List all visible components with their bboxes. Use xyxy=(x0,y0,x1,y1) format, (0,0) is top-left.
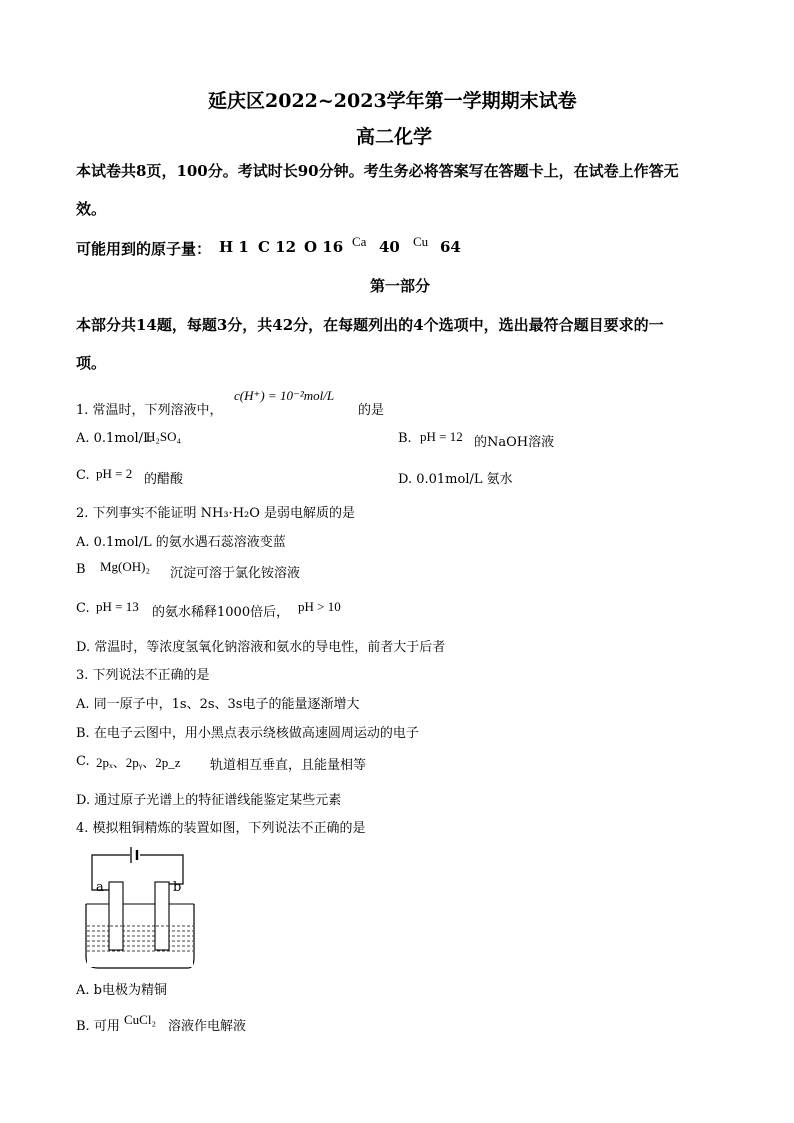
electrode-label-b: b xyxy=(173,880,182,895)
subject-title: 高二化学 xyxy=(356,126,433,148)
atomic-mass-o: O 16 xyxy=(304,238,344,256)
q1-stem-math: c(H⁺) = 10⁻²mol/L xyxy=(234,388,335,403)
atomic-mass-c: C 12 xyxy=(258,238,297,256)
q2-option-c-label: C. xyxy=(76,601,90,616)
q4-option-b-text: 溶液作电解液 xyxy=(168,1019,247,1034)
part-instruction-line2: 项。 xyxy=(76,354,107,372)
intro-text-line2: 效。 xyxy=(76,200,107,218)
q3-option-c-text: 轨道相互垂直，且能量相等 xyxy=(210,758,367,773)
atomic-symbol-cu: Cu xyxy=(413,234,429,249)
q4-option-b-label: B. 可用 xyxy=(76,1019,120,1034)
q1-option-a-label: A. 0.1mol/L xyxy=(76,431,152,446)
q1-option-a-formula: H₂SO₄ xyxy=(146,429,182,444)
atomic-mass-label: 可能用到的原子量： xyxy=(76,240,212,258)
electrolysis-apparatus-figure xyxy=(80,842,195,970)
electrode-label-a: a xyxy=(96,880,104,895)
q1-stem-post: 的是 xyxy=(358,403,385,418)
q3-option-b: B. 在电子云图中，用小黑点表示绕核做高速圆周运动的电子 xyxy=(76,726,419,741)
part-instruction-line1: 本部分共14题，每题3分，共42分，在每题列出的4个选项中，选出最符合题目要求的一 xyxy=(76,316,664,334)
q3-option-c-label: C. xyxy=(76,754,90,769)
q2-option-c-result: pH > 10 xyxy=(298,599,341,614)
q2-option-b-label: B xyxy=(76,562,86,577)
atomic-mass-h: H 1 xyxy=(219,238,249,256)
q4-option-a: A. b电极为精铜 xyxy=(76,983,167,998)
q2-option-d: D. 常温时，等浓度氢氧化钠溶液和氨水的导电性，前者大于后者 xyxy=(76,640,446,655)
q2-stem: 2. 下列事实不能证明 NH₃·H₂O 是弱电解质的是 xyxy=(76,506,356,521)
atomic-symbol-ca: Ca xyxy=(352,234,367,249)
q2-option-b-text: 沉淀可溶于氯化铵溶液 xyxy=(170,566,301,581)
exam-title: 延庆区2022~2023学年第一学期期末试卷 xyxy=(208,90,577,112)
intro-text-line1: 本试卷共8页，100分。考试时长90分钟。考生务必将答案写在答题卡上，在试卷上作答无 xyxy=(76,162,679,180)
q2-option-b-formula: Mg(OH)₂ xyxy=(100,559,151,574)
q1-option-c-text: 的醋酸 xyxy=(144,472,184,487)
atomic-mass-cu: 64 xyxy=(440,238,461,256)
q1-option-c-label: C. xyxy=(76,468,90,483)
q3-option-c-math: 2pₓ、2pᵧ、2p_z xyxy=(96,755,181,770)
part-heading: 第一部分 xyxy=(370,277,431,295)
q3-option-a: A. 同一原子中，1s、2s、3s电子的能量逐渐增大 xyxy=(76,697,360,712)
q1-stem-pre: 1. 常温时，下列溶液中， xyxy=(76,403,223,418)
q1-option-b-label: B. xyxy=(398,431,412,446)
atomic-mass-ca: 40 xyxy=(379,238,400,256)
q1-option-b-text: 的NaOH溶液 xyxy=(474,435,555,450)
q3-stem: 3. 下列说法不正确的是 xyxy=(76,668,210,683)
q1-option-c-math: pH = 2 xyxy=(96,466,133,481)
q3-option-d: D. 通过原子光谱上的特征谱线能鉴定某些元素 xyxy=(76,793,342,808)
q2-option-c-math: pH = 13 xyxy=(96,599,139,614)
q2-option-a: A. 0.1mol/L 的氨水遇石蕊溶液变蓝 xyxy=(76,535,286,550)
q2-option-c-text: 的氨水稀释1000倍后， xyxy=(152,605,290,620)
q1-option-d: D. 0.01mol/L 氨水 xyxy=(398,472,513,487)
q1-option-b-math: pH = 12 xyxy=(420,429,463,444)
q4-option-b-formula: CuCl₂ xyxy=(124,1012,156,1027)
q4-stem: 4. 模拟粗铜精炼的装置如图，下列说法不正确的是 xyxy=(76,821,366,836)
